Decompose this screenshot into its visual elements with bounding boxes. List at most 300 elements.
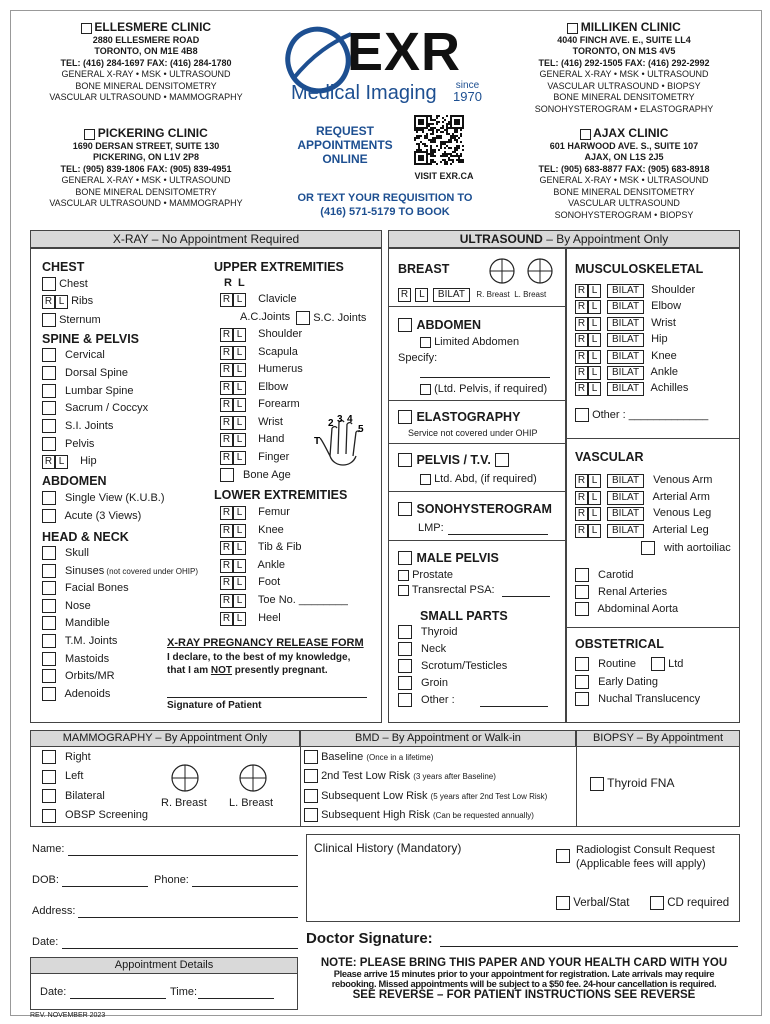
msk-wrist-bilat[interactable]: BILAT bbox=[607, 317, 644, 331]
clinic-services: VASCULAR ULTRASOUND • MAMMOGRAPHY bbox=[49, 92, 243, 102]
xray-orbits-mr-label: Orbits/MR bbox=[62, 670, 115, 683]
xray-shoulder-l[interactable]: L bbox=[233, 328, 246, 342]
xray-scapula-l[interactable]: L bbox=[233, 346, 246, 360]
qr-code-icon[interactable] bbox=[414, 115, 464, 165]
xray-lumbar-spine-label: Lumbar Spine bbox=[62, 384, 134, 397]
early-dating-checkbox[interactable] bbox=[575, 675, 589, 689]
xray-dorsal-spine-checkbox[interactable] bbox=[42, 366, 56, 380]
xray-pelvis-checkbox[interactable] bbox=[42, 437, 56, 451]
obstetrical-heading: OBSTETRICAL bbox=[575, 637, 664, 651]
doctor-signature-field[interactable] bbox=[440, 946, 738, 947]
pelvis-tv-checkbox[interactable] bbox=[398, 453, 412, 467]
sc-joints-label: S.C. Joints bbox=[310, 311, 367, 324]
ribs-l[interactable]: L bbox=[55, 295, 68, 309]
head-neck-heading: HEAD & NECK bbox=[42, 530, 129, 544]
xray-lower-toe-no-r[interactable]: R bbox=[220, 594, 233, 608]
xray-sinuses-checkbox[interactable] bbox=[42, 564, 56, 578]
xray-lower-femur-row bbox=[220, 506, 290, 520]
msk-shoulder-l[interactable]: L bbox=[588, 284, 601, 298]
msk-other-checkbox[interactable] bbox=[575, 408, 589, 422]
psa-checkbox[interactable] bbox=[398, 585, 409, 596]
clinic-tel: TEL: (416) 292-1505 FAX: (416) 292-2992 bbox=[538, 57, 710, 68]
ltd-checkbox[interactable] bbox=[651, 657, 665, 671]
xray-adenoids-row bbox=[42, 687, 110, 701]
xray-hip-l[interactable]: L bbox=[55, 455, 68, 469]
us-abdomen-checkbox[interactable] bbox=[398, 318, 412, 332]
msk-ankle-r[interactable]: R bbox=[575, 366, 588, 380]
xray-wrist-row bbox=[220, 416, 283, 430]
xray-hand-label: Hand bbox=[252, 433, 285, 445]
vasc-abdominal-aorta-row bbox=[575, 602, 678, 616]
date-field[interactable] bbox=[62, 948, 298, 949]
patient-notes: NOTE: PLEASE BRING THIS PAPER AND YOUR HEALTH CARD WITH YOU Please arrive 15 minutes prior to your appointment for registration. Late arrivals may require rebooking. Missed appointments will be subject to a $50 fee. 24-hour cancellation is required. SEE REVERSE – FOR PATIENT INSTRUCTIONS SEE REVERSE bbox=[320, 957, 728, 1001]
routine-checkbox[interactable] bbox=[575, 657, 589, 671]
specify-field[interactable] bbox=[420, 377, 550, 378]
subsequent-low-checkbox[interactable] bbox=[304, 789, 318, 803]
vasc-venous-arm-l[interactable]: L bbox=[588, 474, 601, 488]
breast-diagrams-icon bbox=[488, 258, 548, 284]
date-label: Date: bbox=[32, 936, 59, 948]
msk-hip-label: Hip bbox=[648, 333, 668, 346]
msk-achilles-bilat[interactable]: BILAT bbox=[607, 382, 644, 396]
xray-lower-tib-fib-row bbox=[220, 541, 302, 555]
xray-lumbar-spine-row bbox=[42, 384, 134, 398]
us-thyroid-checkbox[interactable] bbox=[398, 625, 412, 639]
xray-acute-3-views-checkbox[interactable] bbox=[42, 509, 56, 523]
xray-wrist-l[interactable]: L bbox=[233, 416, 246, 430]
xray-lower-tib-fib-r[interactable]: R bbox=[220, 541, 233, 555]
xray-skull-checkbox[interactable] bbox=[42, 546, 56, 560]
us-scrotum-testicles-checkbox[interactable] bbox=[398, 659, 412, 673]
msk-list bbox=[575, 284, 735, 404]
sonohysterogram-checkbox[interactable] bbox=[398, 502, 412, 516]
xray-orbits-mr-checkbox[interactable] bbox=[42, 669, 56, 683]
specify-label: Specify: bbox=[398, 352, 438, 364]
name-field[interactable] bbox=[68, 855, 298, 856]
vasc-renal-arteries-checkbox[interactable] bbox=[575, 585, 589, 599]
sternum-checkbox[interactable] bbox=[42, 313, 56, 327]
pelvis-tv-extra-checkbox[interactable] bbox=[495, 453, 509, 467]
breast-heading: BREAST bbox=[398, 262, 450, 276]
xray-shoulder-row bbox=[220, 328, 302, 342]
mammo-obsp-screening-label: OBSP Screening bbox=[62, 809, 149, 822]
xray-facial-bones-row bbox=[42, 581, 129, 595]
dob-label: DOB: bbox=[32, 874, 59, 886]
visit-website[interactable]: VISIT EXR.CA bbox=[414, 171, 474, 181]
us-groin-label: Groin bbox=[418, 676, 448, 689]
ltd-pelvis-checkbox[interactable] bbox=[420, 384, 431, 395]
xray-sacrum-coccyx-row bbox=[42, 401, 148, 415]
consult-request-checkbox[interactable] bbox=[556, 849, 570, 863]
xray-single-view-k-u-b-checkbox[interactable] bbox=[42, 491, 56, 505]
vasc-venous-leg-l[interactable]: L bbox=[588, 507, 601, 521]
msk-knee-bilat[interactable]: BILAT bbox=[607, 350, 644, 364]
logo-text: EXR bbox=[347, 22, 462, 82]
milliken-clinic-block bbox=[508, 22, 740, 115]
small-parts-heading: SMALL PARTS bbox=[420, 609, 508, 623]
bone-age-checkbox[interactable] bbox=[220, 468, 234, 482]
sc-joints-checkbox[interactable] bbox=[296, 311, 310, 325]
small-parts-other-field[interactable] bbox=[480, 706, 548, 707]
us-neck-checkbox[interactable] bbox=[398, 642, 412, 656]
clinic-services: BONE MINERAL DENSITOMETRY bbox=[553, 186, 695, 197]
appt-time-label: Time: bbox=[170, 986, 198, 998]
mammo-left-row bbox=[42, 770, 83, 784]
pelvis-tv-row: PELVIS / T.V. bbox=[398, 451, 509, 469]
clinic-name: AJAX CLINIC bbox=[593, 126, 669, 140]
xray-shoulder-label: Shoulder bbox=[252, 328, 303, 340]
mammo-right-label: Right bbox=[62, 750, 91, 763]
appointment-details-header: Appointment Details bbox=[30, 957, 298, 974]
xray-sacrum-coccyx-label: Sacrum / Coccyx bbox=[62, 402, 149, 415]
xray-humerus-r[interactable]: R bbox=[220, 363, 233, 377]
clinic-tel: TEL: (416) 284-1697 FAX: (416) 284-1780 bbox=[60, 57, 232, 68]
hand-diagram-icon bbox=[316, 414, 372, 470]
xray-wrist-r[interactable]: R bbox=[220, 416, 233, 430]
msk-wrist-r[interactable]: R bbox=[575, 317, 588, 331]
msk-shoulder-bilat[interactable]: BILAT bbox=[607, 284, 644, 298]
msk-shoulder-row bbox=[575, 284, 695, 298]
xray-lumbar-spine-checkbox[interactable] bbox=[42, 384, 56, 398]
vasc-venous-leg-r[interactable]: R bbox=[575, 507, 588, 521]
xray-single-view-k-u-b-label: Single View (K.U.B.) bbox=[62, 491, 165, 504]
xray-hand-l[interactable]: L bbox=[233, 433, 246, 447]
vasc-arterial-leg-r[interactable]: R bbox=[575, 524, 588, 538]
vasc-arterial-arm-l[interactable]: L bbox=[588, 491, 601, 505]
us-neck-label: Neck bbox=[418, 642, 447, 655]
vasc-venous-leg-bilat[interactable]: BILAT bbox=[607, 507, 644, 521]
xray-finger-r[interactable]: R bbox=[220, 451, 233, 465]
xray-pelvis-row bbox=[42, 437, 94, 451]
lower-extremities-list bbox=[220, 506, 380, 636]
second-test-checkbox[interactable] bbox=[304, 769, 318, 783]
xray-lower-ankle-row bbox=[220, 559, 285, 573]
mammo-bilateral-checkbox[interactable] bbox=[42, 789, 56, 803]
xray-t-m-joints-checkbox[interactable] bbox=[42, 634, 56, 648]
request-appointments-link[interactable]: REQUEST APPOINTMENTS ONLINE bbox=[297, 124, 393, 166]
prostate-checkbox[interactable] bbox=[398, 570, 409, 581]
sinus-note: (not covered under OHIP) bbox=[104, 566, 199, 576]
vasc-arterial-arm-r[interactable]: R bbox=[575, 491, 588, 505]
xray-elbow-r[interactable]: R bbox=[220, 381, 233, 395]
xray-acute-3-views-row bbox=[42, 509, 141, 523]
ribs-r[interactable]: R bbox=[42, 295, 55, 309]
xray-shoulder-r[interactable]: R bbox=[220, 328, 233, 342]
clinic-tel: TEL: (905) 683-8877 FAX: (905) 683-8918 bbox=[538, 163, 710, 174]
msk-hip-bilat[interactable]: BILAT bbox=[607, 333, 644, 347]
msk-achilles-r[interactable]: R bbox=[575, 382, 588, 396]
xray-mastoids-checkbox[interactable] bbox=[42, 652, 56, 666]
spine-list bbox=[42, 348, 202, 473]
xray-skull-label: Skull bbox=[62, 546, 89, 559]
exr-logo bbox=[283, 22, 493, 112]
xray-hand-row bbox=[220, 433, 284, 447]
clinical-history-label: Clinical History (Mandatory) bbox=[314, 841, 462, 855]
xray-elbow-l[interactable]: L bbox=[233, 381, 246, 395]
elastography-note: Service not covered under OHIP bbox=[408, 428, 538, 438]
mammo-bilateral-row bbox=[42, 789, 105, 803]
vasc-arterial-arm-label: Arterial Arm bbox=[650, 490, 710, 503]
msk-achilles-row bbox=[575, 382, 688, 396]
lower-extremities-heading: LOWER EXTREMITIES bbox=[214, 488, 348, 502]
msk-ankle-row bbox=[575, 366, 678, 380]
msk-wrist-l[interactable]: L bbox=[588, 317, 601, 331]
svg-text:4: 4 bbox=[347, 414, 353, 425]
xray-clavicle-label: Clavicle bbox=[252, 293, 297, 305]
xray-clavicle-r[interactable]: R bbox=[220, 293, 233, 307]
xray-cervical-checkbox[interactable] bbox=[42, 348, 56, 362]
msk-knee-r[interactable]: R bbox=[575, 350, 588, 364]
xray-adenoids-checkbox[interactable] bbox=[42, 687, 56, 701]
xray-nose-label: Nose bbox=[62, 599, 91, 612]
clinic-name: ELLESMERE CLINIC bbox=[94, 20, 212, 34]
baseline-checkbox[interactable] bbox=[304, 750, 318, 764]
xray-s-i-joints-label: S.I. Joints bbox=[62, 420, 114, 433]
xray-lower-tib-fib-l[interactable]: L bbox=[233, 541, 246, 555]
clinic-services: SONOHYSTEROGRAM • BIOPSY bbox=[554, 209, 694, 220]
clinic-services: GENERAL X-RAY • MSK • ULTRASOUND bbox=[61, 175, 231, 185]
ultrasound-section-header: ULTRASOUND – By Appointment Only bbox=[388, 230, 740, 248]
bmd-list: Baseline (Once in a lifetime) 2nd Test Low Risk (3 years after Baseline) Subsequent Low Risk (5 years after 2nd Test Low Risk) Subsequent High Risk (Can be requested annually) bbox=[304, 750, 574, 826]
xray-s-i-joints-row bbox=[42, 419, 113, 433]
xray-lower-heel-label: Heel bbox=[252, 611, 281, 624]
us-groin-row bbox=[398, 676, 448, 690]
xray-lower-heel-l[interactable]: L bbox=[233, 612, 246, 626]
msk-hip-l[interactable]: L bbox=[588, 333, 601, 347]
mammo-right-checkbox[interactable] bbox=[42, 750, 56, 764]
xray-finger-l[interactable]: L bbox=[233, 451, 246, 465]
clinic-services: BONE MINERAL DENSITOMETRY bbox=[553, 92, 695, 102]
elastography-row: ELASTOGRAPHY bbox=[398, 408, 520, 426]
lmp-field[interactable] bbox=[448, 534, 548, 535]
ajax-checkbox[interactable] bbox=[580, 129, 591, 140]
xray-lower-ankle-l[interactable]: L bbox=[233, 559, 246, 573]
xray-forearm-l[interactable]: L bbox=[233, 398, 246, 412]
mammo-left-checkbox[interactable] bbox=[42, 770, 56, 784]
mammo-r-breast-label: R. Breast bbox=[161, 797, 207, 809]
pregnancy-declaration: I declare, to the best of my knowledge, bbox=[167, 652, 351, 663]
xray-scapula-r[interactable]: R bbox=[220, 346, 233, 360]
clinic-city: PICKERING, ON L1V 2P8 bbox=[92, 152, 200, 162]
clinic-services: VASCULAR ULTRASOUND • BIOPSY bbox=[547, 80, 701, 91]
xray-sinuses-label: Sinuses bbox=[62, 564, 105, 577]
patient-signature-line[interactable] bbox=[167, 697, 367, 698]
xray-hip-row bbox=[42, 455, 97, 469]
vascular-heading: VASCULAR bbox=[575, 450, 644, 464]
msk-wrist-label: Wrist bbox=[648, 316, 676, 329]
xray-lower-ankle-r[interactable]: R bbox=[220, 559, 233, 573]
mammo-breast-diagrams-icon bbox=[170, 763, 270, 793]
milliken-checkbox[interactable] bbox=[567, 23, 578, 34]
vasc-venous-leg-row bbox=[575, 507, 711, 521]
mammo-obsp-screening-row bbox=[42, 809, 148, 823]
msk-elbow-l[interactable]: L bbox=[588, 300, 601, 314]
clinic-city: TORONTO, ON M1E 4B8 bbox=[94, 46, 198, 56]
small-parts-list bbox=[398, 625, 558, 715]
msk-elbow-r[interactable]: R bbox=[575, 300, 588, 314]
us-neck-row bbox=[398, 642, 446, 656]
early-dating-row: Early Dating bbox=[575, 675, 658, 689]
clinic-city: TORONTO, ON M1S 4V5 bbox=[572, 46, 676, 56]
vasc-venous-arm-r[interactable]: R bbox=[575, 474, 588, 488]
msk-elbow-row bbox=[575, 300, 681, 314]
xray-forearm-r[interactable]: R bbox=[220, 398, 233, 412]
vasc-arterial-leg-bilat[interactable]: BILAT bbox=[607, 524, 644, 538]
male-pelvis-checkbox[interactable] bbox=[398, 551, 412, 565]
clinic-services: BONE MINERAL DENSITOMETRY bbox=[75, 186, 217, 197]
biopsy-header: BIOPSY – By Appointment bbox=[576, 730, 740, 747]
cd-required-row: CD required bbox=[650, 896, 729, 910]
subsequent-high-checkbox[interactable] bbox=[304, 808, 318, 822]
xray-dorsal-spine-row bbox=[42, 366, 128, 380]
msk-elbow-bilat[interactable]: BILAT bbox=[607, 300, 644, 314]
vasc-abdominal-aorta-checkbox[interactable] bbox=[575, 602, 589, 616]
msk-ankle-bilat[interactable]: BILAT bbox=[607, 366, 644, 380]
xray-facial-bones-checkbox[interactable] bbox=[42, 581, 56, 595]
mammo-l-breast-label: L. Breast bbox=[229, 797, 274, 809]
clinic-name: MILLIKEN CLINIC bbox=[580, 20, 681, 34]
upper-extremities-heading: UPPER EXTREMITIES bbox=[214, 260, 344, 274]
psa-field[interactable] bbox=[502, 596, 550, 597]
xray-section-header: X-RAY – No Appointment Required bbox=[30, 230, 382, 248]
msk-hip-r[interactable]: R bbox=[575, 333, 588, 347]
xray-lower-foot-label: Foot bbox=[252, 576, 281, 589]
vasc-arterial-leg-label: Arterial Leg bbox=[650, 523, 709, 536]
xray-lower-heel-r[interactable]: R bbox=[220, 612, 233, 626]
verbal-stat-checkbox[interactable] bbox=[556, 896, 570, 910]
mammo-obsp-screening-checkbox[interactable] bbox=[42, 809, 56, 823]
xray-lower-toe-no-label: Toe No. ________ bbox=[252, 594, 348, 606]
us-scrotum-testicles-label: Scrotum/Testicles bbox=[418, 659, 508, 672]
xray-s-i-joints-checkbox[interactable] bbox=[42, 419, 56, 433]
dob-field[interactable] bbox=[62, 886, 148, 887]
sonohysterogram-row: SONOHYSTEROGRAM bbox=[398, 500, 552, 518]
xray-facial-bones-label: Facial Bones bbox=[62, 582, 129, 595]
mammo-left-label: Left bbox=[62, 770, 84, 783]
elastography-checkbox[interactable] bbox=[398, 410, 412, 424]
svg-text:2: 2 bbox=[328, 418, 334, 429]
appt-time-field[interactable] bbox=[198, 998, 274, 999]
clinic-services: SONOHYSTEROGRAM • ELASTOGRAPHY bbox=[534, 103, 714, 114]
appointment-details-panel bbox=[30, 974, 298, 1010]
xray-lower-femur-r[interactable]: R bbox=[220, 506, 233, 520]
breast-bilat[interactable]: BILAT bbox=[433, 288, 470, 302]
breast-r[interactable]: R bbox=[398, 288, 411, 302]
pickering-checkbox[interactable] bbox=[84, 129, 95, 140]
vasc-carotid-label: Carotid bbox=[595, 568, 634, 581]
clinic-services: VASCULAR ULTRASOUND bbox=[568, 198, 680, 208]
breast-l[interactable]: L bbox=[415, 288, 428, 302]
msk-hip-row bbox=[575, 333, 668, 347]
vasc-carotid-checkbox[interactable] bbox=[575, 568, 589, 582]
xray-lower-foot-l[interactable]: L bbox=[233, 576, 246, 590]
appt-date-field[interactable] bbox=[70, 998, 166, 999]
xray-hip-r[interactable]: R bbox=[42, 455, 55, 469]
chest-heading: CHEST bbox=[42, 260, 85, 274]
ltd-abd-checkbox[interactable] bbox=[420, 474, 431, 485]
xray-lower-knee-l[interactable]: L bbox=[233, 524, 246, 538]
xray-forearm-row bbox=[220, 398, 300, 412]
us-thyroid-row bbox=[398, 625, 458, 639]
ajax-clinic-block bbox=[508, 128, 740, 221]
xray-lower-toe-no-row bbox=[220, 594, 348, 608]
ltd-abd-row: Ltd. Abd, (if required) bbox=[420, 473, 537, 485]
xray-nose-row bbox=[42, 599, 91, 613]
xray-elbow-label: Elbow bbox=[252, 380, 289, 393]
address-label: Address: bbox=[32, 905, 76, 917]
xray-hand-r[interactable]: R bbox=[220, 433, 233, 447]
thyroid-fna-row: Thyroid FNA bbox=[590, 776, 674, 791]
nuchal-checkbox[interactable] bbox=[575, 692, 589, 706]
xray-mandible-checkbox[interactable] bbox=[42, 616, 56, 630]
chest-checkbox[interactable] bbox=[42, 277, 56, 291]
bmd-header: BMD – By Appointment or Walk-in bbox=[300, 730, 576, 747]
xray-hip-label: Hip bbox=[74, 454, 97, 467]
xray-sinuses-row bbox=[42, 564, 198, 578]
us-other-row bbox=[398, 693, 455, 707]
us-groin-checkbox[interactable] bbox=[398, 676, 412, 690]
vasc-arterial-arm-row bbox=[575, 491, 710, 505]
vasc-venous-arm-bilat[interactable]: BILAT bbox=[607, 474, 644, 488]
xray-skull-row bbox=[42, 546, 89, 560]
xray-lower-knee-r[interactable]: R bbox=[220, 524, 233, 538]
aortoiliac-checkbox[interactable] bbox=[641, 541, 655, 555]
xray-adenoids-label: Adenoids bbox=[62, 687, 111, 700]
mammo-bilateral-label: Bilateral bbox=[62, 789, 105, 802]
xray-sacrum-coccyx-checkbox[interactable] bbox=[42, 401, 56, 415]
xray-humerus-l[interactable]: L bbox=[233, 363, 246, 377]
routine-row: Routine Ltd bbox=[575, 657, 683, 671]
prostate-row: Prostate bbox=[398, 569, 453, 581]
text-requisition: OR TEXT YOUR REQUISITION TO (416) 571-5179 TO BOOK bbox=[297, 192, 473, 218]
us-other-checkbox[interactable] bbox=[398, 693, 412, 707]
thyroid-fna-checkbox[interactable] bbox=[590, 777, 604, 791]
cd-required-checkbox[interactable] bbox=[650, 896, 664, 910]
us-scrotum-testicles-row bbox=[398, 659, 507, 673]
xray-clavicle-l[interactable]: L bbox=[233, 293, 246, 307]
msk-shoulder-r[interactable]: R bbox=[575, 284, 588, 298]
xray-finger-label: Finger bbox=[252, 450, 290, 463]
xray-mastoids-label: Mastoids bbox=[62, 652, 110, 665]
xray-nose-checkbox[interactable] bbox=[42, 599, 56, 613]
ac-joints-label: A.C.Joints bbox=[240, 311, 291, 324]
phone-field[interactable] bbox=[192, 886, 298, 887]
xray-lower-femur-l[interactable]: L bbox=[233, 506, 246, 520]
limited-abdomen-checkbox[interactable] bbox=[420, 337, 431, 348]
pickering-clinic-block bbox=[36, 128, 256, 210]
msk-knee-l[interactable]: L bbox=[588, 350, 601, 364]
ellesmere-checkbox[interactable] bbox=[81, 23, 92, 34]
signature-of-patient-label: Signature of Patient bbox=[167, 700, 262, 711]
xray-lower-foot-r[interactable]: R bbox=[220, 576, 233, 590]
msk-shoulder-label: Shoulder bbox=[648, 284, 696, 296]
ac-joints-row bbox=[220, 311, 366, 325]
msk-heading: MUSCULOSKELETAL bbox=[575, 262, 704, 276]
xray-t-m-joints-row bbox=[42, 634, 117, 648]
svg-text:5: 5 bbox=[358, 424, 364, 435]
xray-lower-toe-no-l[interactable]: L bbox=[233, 594, 246, 608]
xray-acute-3-views-label: Acute (3 Views) bbox=[62, 509, 142, 522]
address-field[interactable] bbox=[78, 917, 298, 918]
vasc-arterial-leg-l[interactable]: L bbox=[588, 524, 601, 538]
vasc-arterial-arm-bilat[interactable]: BILAT bbox=[607, 491, 644, 505]
msk-ankle-l[interactable]: L bbox=[588, 366, 601, 380]
us-thyroid-label: Thyroid bbox=[418, 625, 458, 638]
mammo-right-row bbox=[42, 750, 91, 764]
msk-achilles-l[interactable]: L bbox=[588, 382, 601, 396]
xray-forearm-label: Forearm bbox=[252, 398, 300, 410]
clinic-address: 1690 DERSAN STREET, SUITE 130 bbox=[72, 140, 220, 151]
